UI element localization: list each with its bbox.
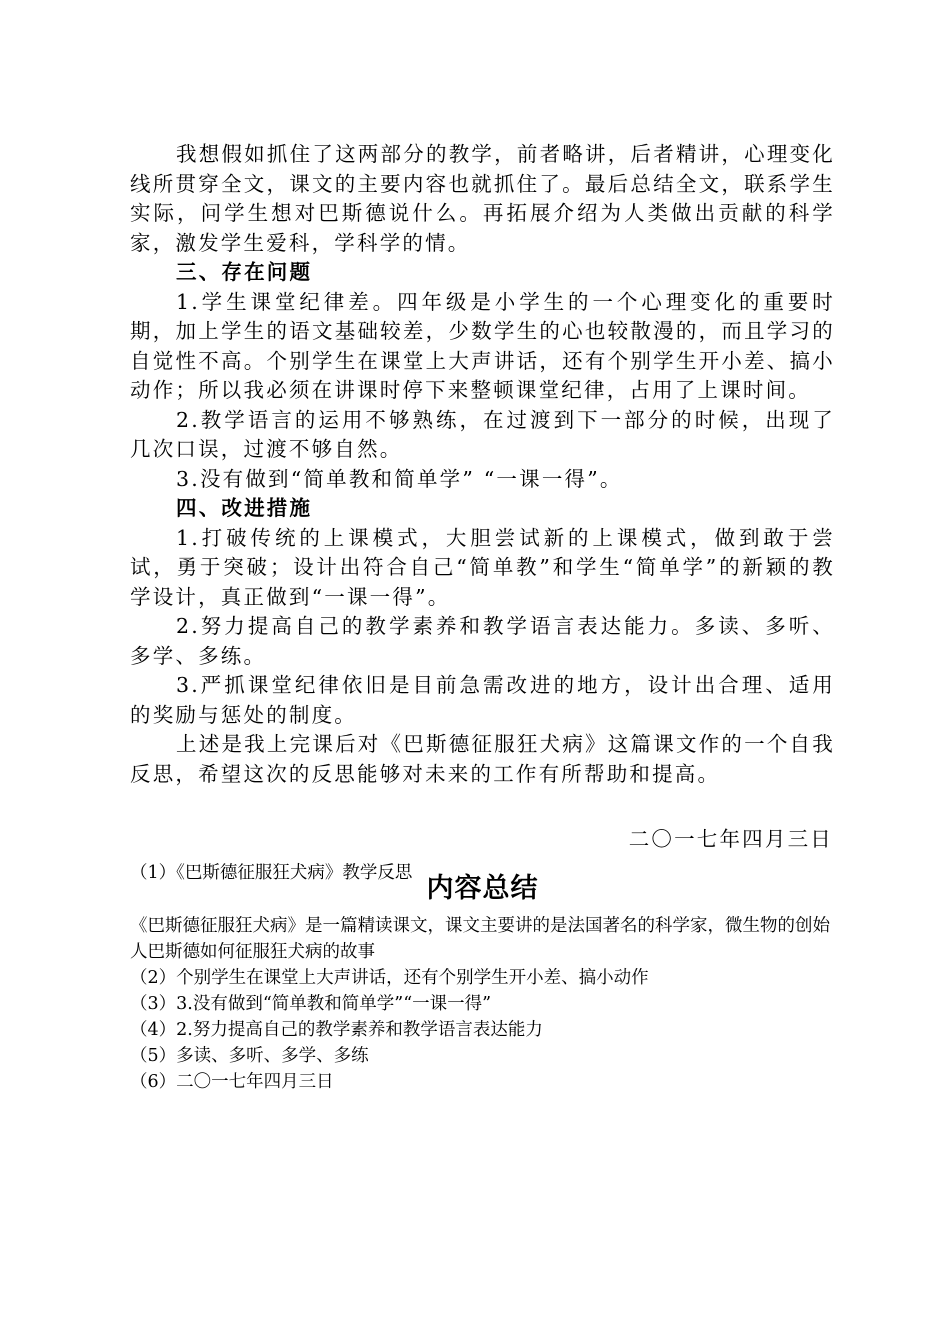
summary-item: （6）二〇一七年四月三日 (130, 1072, 334, 1092)
paragraph-intro: 我想假如抓住了这两部分的教学，前者略讲，后者精讲，心理变化线所贯穿全文，课文的主要内容也就抓住了。最后总结全文，联系学生实际，问学生想对巴斯德说什么。再拓展介绍为人类做出贡献的科学家，激发学生爱科，学科学的情。 (130, 142, 835, 255)
summary-item: （2）个别学生在课堂上大声讲话，还有个别学生开小差、搞小动作 (130, 968, 649, 988)
paragraph-improvement-1: 1.打破传统的上课模式，大胆尝试新的上课模式，做到敢于尝试，勇于突破；设计出符合自己“简单教”和学生“简单学”的新颖的教学设计，真正做到“一课一得”。 (130, 525, 835, 609)
summary-item: （5）多读、多听、多学、多练 (130, 1046, 369, 1066)
paragraph-problem-2: 2.教学语言的运用不够熟练，在过渡到下一部分的时候，出现了几次口误，过渡不够自然。 (130, 407, 835, 461)
document-date: 二〇一七年四月三日 (628, 827, 833, 851)
summary-item: （4）2.努力提高自己的教学素养和教学语言表达能力 (130, 1020, 543, 1040)
paragraph-improvement-3: 3.严抓课堂纪律依旧是目前急需改进的地方，设计出合理、适用的奖励与惩处的制度。 (130, 673, 835, 727)
paragraph-problem-3: 3.没有做到“简单教和简单学” “一课一得”。 (176, 466, 623, 491)
paragraph-improvement-2: 2.努力提高自己的教学素养和教学语言表达能力。多读、多听、多学、多练。 (130, 614, 835, 668)
section-heading-problems: 三、存在问题 (176, 260, 313, 284)
summary-title: 内容总结 (426, 872, 539, 904)
paragraph-problem-1: 1.学生课堂纪律差。四年级是小学生的一个心理变化的重要时期，加上学生的语文基础较差，少数学生的心也较散漫的，而且学习的自觉性不高。个别学生在课堂上大声讲话，还有个别学生开小差、搞小动作；所以我必须在讲课时停下来整顿课堂纪律，占用了上课时间。 (130, 289, 835, 402)
summary-item: （1）《巴斯德征服狂犬病》教学反思 (130, 863, 413, 883)
paragraph-conclusion: 上述是我上完课后对《巴斯德征服狂犬病》这篇课文作的一个自我反思，希望这次的反思能够对未来的工作有所帮助和提高。 (130, 732, 835, 786)
document-body (130, 140, 835, 909)
section-heading-improvements: 四、改进措施 (176, 496, 313, 520)
summary-item: 《巴斯德征服狂犬病》是一篇精读课文，课文主要讲的是法国著名的科学家，微生物的创始人巴斯德如何征服狂犬病的故事 (130, 916, 830, 962)
summary-item: （3）3.没有做到“简单教和简单学”“一课一得” (130, 994, 492, 1014)
summary-list (130, 860, 840, 1095)
